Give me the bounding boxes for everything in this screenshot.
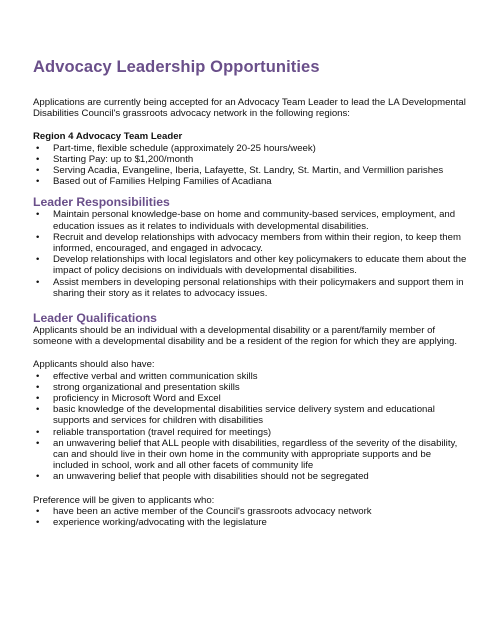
qualification-item: • proficiency in Microsoft Word and Excel (33, 393, 467, 404)
responsibility-item: • Develop relationships with local legislators and other key policymakers to educate them about the impact of policy decisions on individuals with developmental disabilities. (33, 254, 467, 276)
region-item: • Starting Pay: up to $1,200/month (33, 154, 467, 165)
responsibility-item: • Assist members in developing personal relationships with their policymakers and support them in sharing their story as it relates to advocacy issues. (33, 277, 467, 299)
region-item: • Part-time, flexible schedule (approximately 20-25 hours/week) (33, 143, 467, 154)
region-heading: Region 4 Advocacy Team Leader (33, 131, 183, 143)
region-list (33, 143, 467, 188)
responsibility-item: • Maintain personal knowledge-base on home and community-based services, employment, and education issues as it relates to individuals with developmental disabilities. (33, 209, 467, 231)
responsibilities-list (33, 209, 467, 299)
preference-item: • experience working/advocating with the legislature (33, 517, 467, 528)
qualifications-intro: Applicants should be an individual with a developmental disability or a parent/family member of someone with a developmental disability and be a resident of the region for which they are applying. (33, 325, 457, 348)
region-item: • Serving Acadia, Evangeline, Iberia, Lafayette, St. Landry, St. Martin, and Vermillion parishes (33, 165, 467, 176)
qualification-item: • an unwavering belief that people with disabilities should not be segregated (33, 471, 467, 482)
responsibility-item: • Recruit and develop relationships with advocacy members from within their region, to keep them informed, encouraged, and engaged in advocacy. (33, 232, 467, 254)
preference-list (33, 506, 467, 528)
responsibilities-heading: Leader Responsibilities (33, 195, 170, 210)
qualifications-also-label: Applicants should also have: (33, 359, 155, 371)
qualifications-heading: Leader Qualifications (33, 311, 157, 326)
qualification-item: • reliable transportation (travel required for meetings) (33, 427, 467, 438)
qualification-item: • strong organizational and presentation skills (33, 382, 467, 393)
preference-item: • have been an active member of the Council's grassroots advocacy network (33, 506, 467, 517)
intro-paragraph: Applications are currently being accepted for an Advocacy Team Leader to lead the LA Developmental Disabilities Council's grassroots advocacy network in the following regions: (33, 97, 466, 120)
qualification-item: • basic knowledge of the developmental disabilities service delivery system and educational supports and services for children with disabilities (33, 404, 467, 426)
qualifications-list (33, 371, 467, 483)
qualification-item: • an unwavering belief that ALL people with disabilities, regardless of the severity of the disability, can and should live in their own home in the community with appropriate supports and be included in school, work and all other facets of community life (33, 438, 467, 472)
qualification-item: • effective verbal and written communication skills (33, 371, 467, 382)
preference-label: Preference will be given to applicants who: (33, 494, 215, 506)
region-item: • Based out of Families Helping Families of Acadiana (33, 176, 467, 187)
page-title: Advocacy Leadership Opportunities (33, 58, 320, 76)
